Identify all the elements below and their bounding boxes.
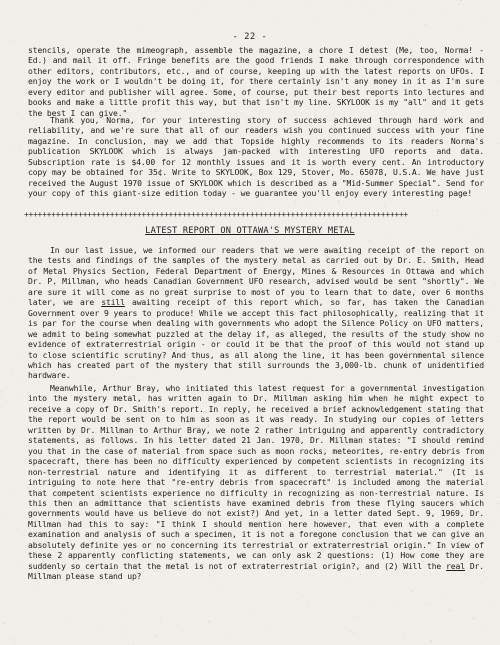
article-title-text: LATEST REPORT ON OTTAWA'S MYSTERY METAL bbox=[145, 226, 355, 236]
article-p1-text bbox=[28, 246, 484, 382]
article-p2-emphasis: real bbox=[446, 561, 465, 571]
article-p1-before: In our last issue, we informed our readers that we were awaiting receipt of the report on the tests and findings of the samples of the mystery metal as carried out by Dr. E. Smith, Head of Metal Physics Section, Federal Department of Energy, Mines & Resources in Ottawa and which Dr. P. Millman, who heads Canadian Government UFO research, advised would be sent "shortly". We are sure it will come as no great surprise to most of you to learn that to date, over 6 months later, we are bbox=[28, 246, 484, 308]
thanks-text: Thank you, Norma, for your interesting story of success achieved through hard work and reliability, and we're sure that all of our readers wish you continued success with your fine magazine. In conclusion, may we add that Topside highly recommends to its readers Norma's publication SKYLOOK which is always jam-packed with interesting UFO reports and data. Subscription rate is $4.00 for 12 monthly issues and it is worth every cent. An introductory copy may be obtained for 35¢. Write to SKYLOOK, Box 129, Stover, Mo. 65078, U.S.A. We have just received the August 1970 issue of SKYLOOK which is described as a "Mid-Summer Special". Send for your copy of this giant-size edition today - we guarantee you'll enjoy every interesting page! bbox=[28, 116, 484, 199]
article-paragraph-2 bbox=[28, 384, 484, 583]
intro-text: stencils, operate the mimeograph, assemble the magazine, a chore I detest (Me, too, Norma! - Ed.) and mail it off. Fringe benefits are the good friends I make through correspondence with other editors, contributors, etc., and of course, keeping up with the latest reports on UFOs. I enjoy the work or I wouldn't be doing it, for there certainly isn't any money in it as I'm sure every editor and publisher will agree. Some, of course, put their best reports into lectures and books and make a little profit this way, but that isn't my line. SKYLOOK is my "all" and it gets the best I can give." bbox=[28, 46, 484, 118]
thanks-paragraph bbox=[28, 116, 484, 200]
article-title bbox=[0, 226, 500, 236]
article-p2-before: Meanwhile, Arthur Bray, who initiated this latest request for a governmental investigation into the mystery metal, has written again to Dr. Millman asking him when he might expect to receive a copy of Dr. Smith's report. In reply, he received a brief acknowledgement stating that the report would be sent on to him as soon as it was ready. In studying our copies of letters written by Dr. Millman to Arthur Bray, we note 2 rather intriguing and apparently contradictory statements, as follows. In his letter dated 21 Jan. 1970, Dr. Millman states: "I should remind you that in the case of material from space such as moon rocks, meteorites, re-entry debris from spacecraft, there has been no difficulty experienced by competent scientists in recognizing its non-terrestrial nature and identifying it as different to terrestrial material." (It is intriguing to note here that "re-entry debris from spacecraft" is included among the material that competent scientists experience no difficulty in recognizing as non-terrestrial nature. Is this then an admittance that scientists have examined debris from these flying saucers which governments would have us believe do not exist?) And yet, in a letter dated Sept. 9, 1969, Dr. Millman had this to say: "I think I should mention here however, that even with a complete examination and analysis of such a specimen, it is not a foregone conclusion that we can give an absolutely definite yes or no concerning its terrestrial or extraterrestrial origin." In view of these 2 apparently conflicting statements, we can only ask 2 questions: (1) How come they are suddenly so certain that the metal is not of extraterrestrial origin?, and (2) Will the bbox=[28, 384, 484, 571]
intro-quote-paragraph bbox=[28, 46, 484, 119]
article-p1-after: awaiting receipt of this report which, so far, has taken the Canadian Government over 9 years to produce! While we accept this fact philosophically, realizing that it is par for the course when dealing with governments who adopt the Silence Policy on UFO matters, we admit to being somewhat puzzled at the delay if, as alleged, the results of the study show no evidence of extraterrestrial origin - or could it be that the proof of this would not stand up to close scientific scrutiny? And thus, as all along the line, it has been governmental silence which has created part of the mystery that still surrounds the 3,000-lb. chunk of unidentified hardware. bbox=[28, 298, 484, 381]
article-p2-after: Dr. Millman please stand up? bbox=[28, 561, 484, 582]
article-p2-text bbox=[28, 384, 484, 583]
page-number: - 22 - bbox=[232, 32, 268, 42]
section-divider: +++++++++++++++++++++++++++++++++++++++++++++++++++++++++++++++++++++++++++++++++++++ bbox=[24, 210, 408, 219]
article-paragraph-1 bbox=[28, 246, 484, 382]
article-p1-emphasis: still bbox=[101, 298, 125, 308]
